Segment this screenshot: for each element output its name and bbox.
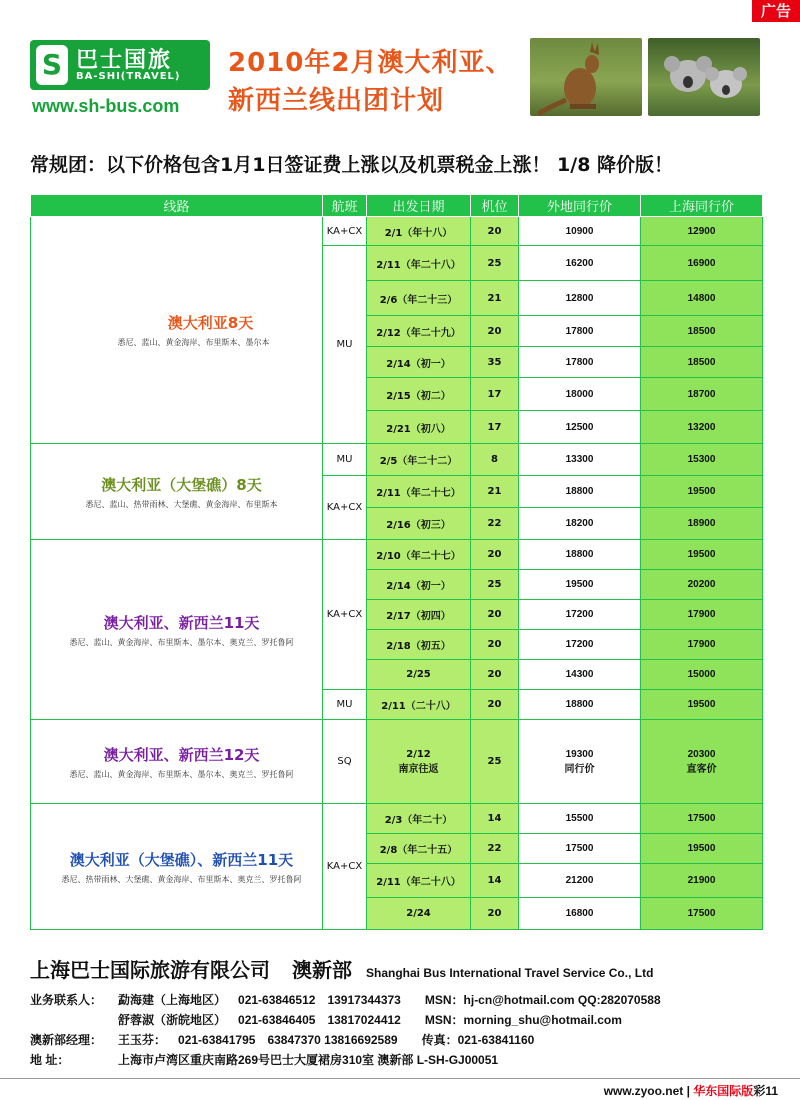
address-row (30, 1050, 661, 1070)
route-stops: 悉尼、蓝山、热带雨林、大堡礁、黄金海岸、布里斯本 (85, 499, 278, 509)
contact-phone: 021-63846405 (238, 1013, 316, 1027)
out-price-cell: 18800 (519, 690, 641, 720)
date-cell: 2/10（年二十七） (367, 540, 471, 570)
table-row (31, 444, 763, 476)
col-header-out-price: 外地同行价 (519, 195, 641, 217)
out-price-cell: 14300 (519, 660, 641, 690)
contact-fax: 传真：021-63841160 (421, 1033, 535, 1047)
sh-price-cell: 14800 (641, 281, 763, 316)
flight-cell: MU (323, 690, 367, 720)
logo-english-name: BA-SHI(TRAVEL) (76, 71, 181, 82)
col-header-date: 出发日期 (367, 195, 471, 217)
date-cell: 2/21（初八） (367, 411, 471, 444)
seats-cell: 20 (471, 898, 519, 930)
footer-separator: | (686, 1084, 690, 1098)
out-price-value: 19300 (565, 748, 594, 760)
seats-cell: 25 (471, 570, 519, 600)
contact-row (30, 1010, 661, 1030)
contact-person: 舒蓉淑（浙皖地区） (118, 1013, 227, 1027)
col-header-sh-price: 上海同行价 (641, 195, 763, 217)
tour-schedule-table (30, 194, 763, 930)
sh-price-cell: 17900 (641, 630, 763, 660)
out-price-cell: 18800 (519, 476, 641, 508)
date-cell: 2/11（二十八） (367, 690, 471, 720)
flight-cell: KA+CX (323, 217, 367, 246)
date-cell: 2/24 (367, 898, 471, 930)
contact-im[interactable]: MSN：morning_shu@hotmail.com (424, 1013, 622, 1027)
sh-price-cell (641, 720, 763, 804)
contact-phone: 021-63841795 (178, 1033, 256, 1047)
footer-divider (0, 1078, 800, 1079)
contact-row (30, 1030, 661, 1050)
out-price-cell: 12500 (519, 411, 641, 444)
sh-price-cell: 18500 (641, 316, 763, 347)
contact-person: 王玉芬： (118, 1033, 167, 1047)
contact-block (30, 990, 661, 1070)
address-label: 地 址： (30, 1053, 70, 1067)
sh-price-cell: 19500 (641, 540, 763, 570)
sh-price-cell: 18900 (641, 508, 763, 540)
date-cell: 2/11（年二十八） (367, 246, 471, 281)
flight-cell: KA+CX (323, 476, 367, 540)
date-cell: 2/25 (367, 660, 471, 690)
seats-cell: 20 (471, 316, 519, 347)
footer-site-link[interactable]: www.zyoo.net (603, 1084, 684, 1098)
col-header-route: 线路 (31, 195, 323, 217)
sh-price-value: 20300 (687, 748, 716, 760)
contact-row (30, 990, 661, 1010)
seats-cell: 25 (471, 246, 519, 281)
seats-cell: 35 (471, 347, 519, 378)
out-price-cell: 15500 (519, 804, 641, 834)
date-cell: 2/14（初一） (367, 570, 471, 600)
pricing-notice: 常规团：以下价格包含1月1日签证费上涨以及机票税金上涨！ 1/8 降价版！ (30, 154, 674, 176)
out-price-cell: 17200 (519, 600, 641, 630)
footer-publication: 华东国际版 (693, 1084, 754, 1098)
col-header-flight: 航班 (323, 195, 367, 217)
date-cell: 2/15（初二） (367, 378, 471, 411)
out-price-cell: 16800 (519, 898, 641, 930)
sh-price-cell: 19500 (641, 690, 763, 720)
seats-cell: 21 (471, 281, 519, 316)
seats-cell: 20 (471, 630, 519, 660)
date-value: 2/12 (406, 748, 431, 760)
logo-mark-icon: S (36, 45, 68, 85)
table-row (31, 540, 763, 570)
out-price-cell: 17800 (519, 347, 641, 378)
table-header-row (31, 195, 763, 217)
date-cell: 2/11（年二十七） (367, 476, 471, 508)
address-text: 上海市卢湾区重庆南路269号巴士大厦裙房310室 澳新部 L-SH-GJ00051 (118, 1053, 499, 1067)
company-english-name: Shanghai Bus International Travel Service Co., Ltd (366, 966, 654, 980)
date-note: 南京往返 (398, 763, 439, 775)
flight-cell: SQ (323, 720, 367, 804)
page-footer (604, 1082, 778, 1099)
out-price-cell: 18000 (519, 378, 641, 411)
table-row (31, 217, 763, 246)
contact-mobile: 13817024412 (327, 1013, 401, 1027)
seats-cell: 20 (471, 660, 519, 690)
seats-cell: 8 (471, 444, 519, 476)
logo-chinese-name: 巴士国旅 (76, 48, 173, 73)
sh-price-cell: 19500 (641, 834, 763, 864)
out-price-cell: 13300 (519, 444, 641, 476)
out-price-cell: 18800 (519, 540, 641, 570)
sh-price-cell: 20200 (641, 570, 763, 600)
sh-price-cell: 21900 (641, 864, 763, 898)
route-name: 澳大利亚8天 (167, 314, 254, 332)
contact-label: 业务联系人： (30, 993, 103, 1007)
seats-cell: 17 (471, 411, 519, 444)
sh-price-cell: 18500 (641, 347, 763, 378)
table-row (31, 804, 763, 834)
date-cell (367, 720, 471, 804)
flight-cell: MU (323, 444, 367, 476)
date-cell: 2/6（年二十三） (367, 281, 471, 316)
seats-cell: 20 (471, 217, 519, 246)
date-cell: 2/5（年二十二） (367, 444, 471, 476)
out-price-cell (519, 720, 641, 804)
out-price-note: 同行价 (564, 763, 595, 775)
flight-cell: KA+CX (323, 804, 367, 930)
koala-photo (648, 38, 760, 116)
company-name: 上海巴士国际旅游有限公司 (30, 958, 270, 982)
seats-cell: 20 (471, 600, 519, 630)
ad-tag: 广告 (752, 0, 800, 22)
route-stops: 悉尼、蓝山、黄金海岸、布里斯本、墨尔本、奥克兰、罗托鲁阿 (69, 769, 294, 779)
seats-cell: 25 (471, 720, 519, 804)
route-stops: 悉尼、蓝山、黄金海岸、布里斯本、墨尔本、奥克兰、罗托鲁阿 (69, 637, 294, 647)
sh-price-cell: 19500 (641, 476, 763, 508)
route-name: 澳大利亚（大堡礁）8天 (101, 475, 262, 494)
contact-mobile: 63847370 13816692589 (267, 1033, 398, 1047)
route-name: 澳大利亚、新西兰12天 (103, 745, 260, 764)
kangaroo-photo (530, 38, 642, 116)
seats-cell: 17 (471, 378, 519, 411)
date-cell: 2/8（年二十五） (367, 834, 471, 864)
route-cell (31, 217, 323, 444)
flight-cell: KA+CX (323, 540, 367, 690)
footer-page: 彩11 (753, 1084, 778, 1098)
seats-cell: 14 (471, 864, 519, 898)
sh-price-cell: 17900 (641, 600, 763, 630)
route-name: 澳大利亚（大堡礁）、新西兰11天 (69, 850, 294, 869)
company-dept: 澳新部 (292, 958, 352, 982)
website-link[interactable]: www.sh-bus.com (32, 96, 180, 116)
date-cell: 2/12（年二十九） (367, 316, 471, 347)
date-cell: 2/14（初一） (367, 347, 471, 378)
seats-cell: 20 (471, 540, 519, 570)
contact-im[interactable]: MSN：hj-cn@hotmail.com QQ:282070588 (424, 993, 661, 1007)
contact-phone: 021-63846512 (238, 993, 316, 1007)
sh-price-cell: 17500 (641, 804, 763, 834)
date-cell: 2/16（初三） (367, 508, 471, 540)
page-title-line2: 新西兰线出团计划 (228, 86, 445, 116)
date-cell: 2/1（年十八） (367, 217, 471, 246)
company-logo[interactable] (30, 40, 210, 90)
sh-price-cell: 18700 (641, 378, 763, 411)
sh-price-cell: 13200 (641, 411, 763, 444)
sh-price-cell: 12900 (641, 217, 763, 246)
out-price-cell: 17200 (519, 630, 641, 660)
date-cell: 2/17（初四） (367, 600, 471, 630)
out-price-cell: 18200 (519, 508, 641, 540)
out-price-cell: 10900 (519, 217, 641, 246)
route-cell (31, 804, 323, 930)
flight-cell: MU (323, 246, 367, 444)
seats-cell: 14 (471, 804, 519, 834)
sh-price-cell: 17500 (641, 898, 763, 930)
route-cell (31, 444, 323, 540)
seats-cell: 20 (471, 690, 519, 720)
route-name: 澳大利亚、新西兰11天 (103, 613, 260, 632)
sh-price-note: 直客价 (686, 763, 717, 775)
route-cell (31, 720, 323, 804)
sh-price-cell: 15000 (641, 660, 763, 690)
out-price-cell: 17800 (519, 316, 641, 347)
contact-person: 勐海建（上海地区） (118, 993, 227, 1007)
date-cell: 2/18（初五） (367, 630, 471, 660)
out-price-cell: 12800 (519, 281, 641, 316)
route-stops: 悉尼、热带雨林、大堡礁、黄金海岸、布里斯本、奥克兰、罗托鲁阿 (61, 874, 302, 884)
seats-cell: 22 (471, 508, 519, 540)
out-price-cell: 16200 (519, 246, 641, 281)
out-price-cell: 19500 (519, 570, 641, 600)
route-cell (31, 540, 323, 720)
contact-mobile: 13917344373 (327, 993, 401, 1007)
seats-cell: 22 (471, 834, 519, 864)
date-cell: 2/11（年二十八） (367, 864, 471, 898)
date-cell: 2/3（年二十） (367, 804, 471, 834)
sh-price-cell: 15300 (641, 444, 763, 476)
out-price-cell: 21200 (519, 864, 641, 898)
page-title-line1: 2010年2月澳大利亚、 (228, 48, 513, 78)
col-header-seats: 机位 (471, 195, 519, 217)
contact-label: 澳新部经理： (30, 1033, 103, 1047)
route-stops: 悉尼、蓝山、黄金海岸、布里斯本、墨尔本 (117, 338, 270, 347)
out-price-cell: 17500 (519, 834, 641, 864)
sh-price-cell: 16900 (641, 246, 763, 281)
seats-cell: 21 (471, 476, 519, 508)
company-info (30, 954, 653, 983)
table-row (31, 720, 763, 804)
